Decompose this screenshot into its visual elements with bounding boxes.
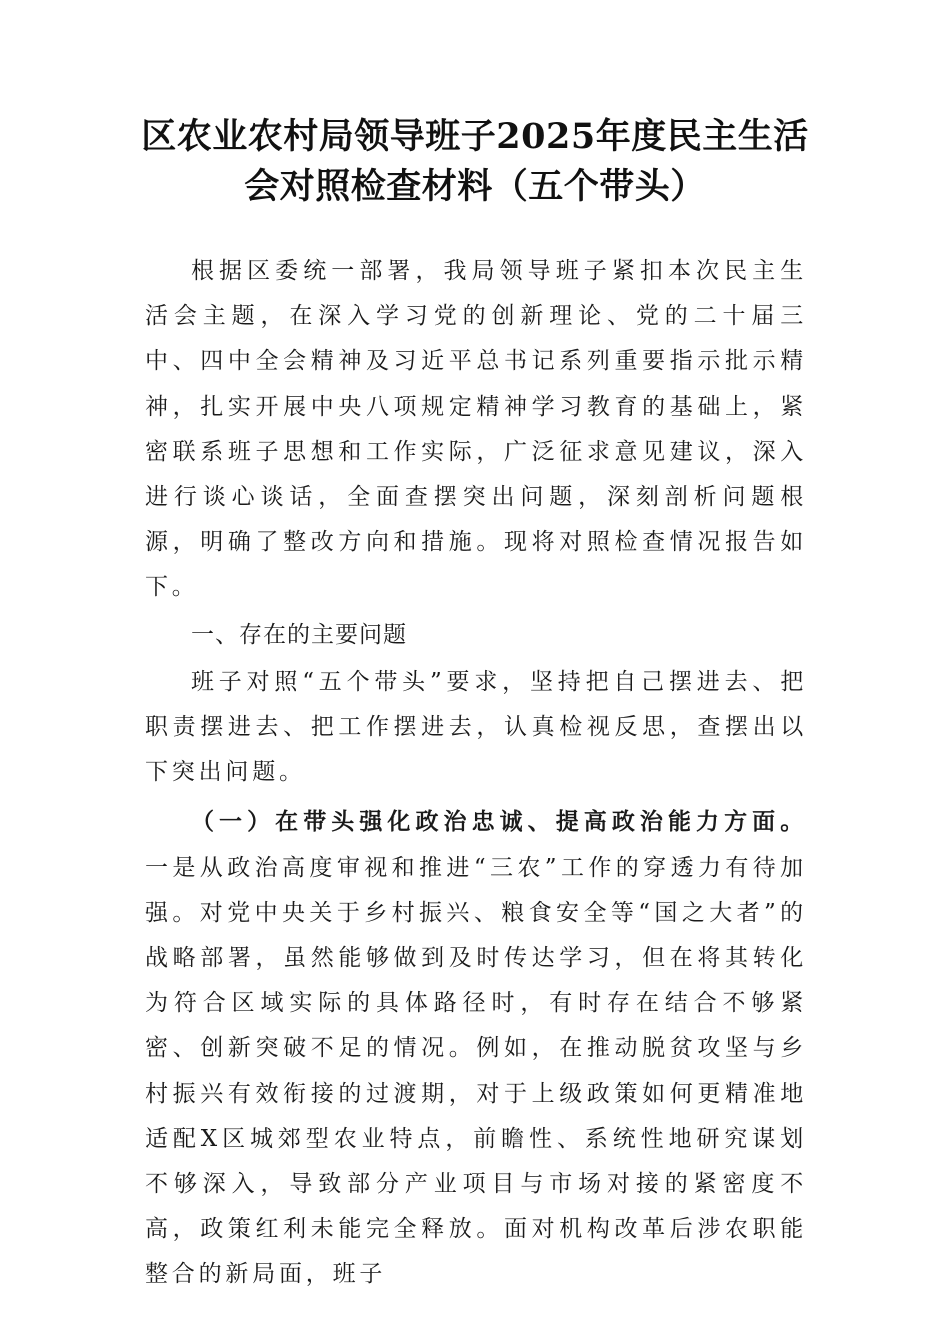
- document-body: [145, 249, 807, 1298]
- subsection-body-1: 一是从政治高度审视和推进“三农”工作的穿透力有待加强。对党中央关于乡村振兴、粮食安全等“国之大者”的战略部署，虽然能够做到及时传达学习，但在将其转化为符合区域实际的具体路径时，有时存在结合不够紧密、创新突破不足的情况。例如，在推动脱贫攻坚与乡村振兴有效衔接的过渡期，对于上级政策如何更精准地适配X区城郊型农业特点，前瞻性、系统性地研究谋划不够深入，导致部分产业项目与市场对接的紧密度不高，政策红利未能完全释放。面对机构改革后涉农职能整合的新局面，班子: [145, 854, 807, 1288]
- subsection-paragraph-1: [145, 799, 807, 1297]
- title-line-1: 区农业农村局领导班子2025年度民主生活: [141, 116, 809, 157]
- title-line-2: 会对照检查材料（五个带头）: [244, 166, 706, 207]
- subsection-heading-1: （一）在带头强化政治忠诚、提高政治能力方面。: [191, 808, 807, 836]
- document-title: [120, 112, 830, 212]
- section-heading-1: 一、存在的主要问题: [191, 621, 407, 648]
- intro-paragraph: 根据区委统一部署，我局领导班子紧扣本次民主生活会主题，在深入学习党的创新理论、党的二十届三中、四中全会精神及习近平总书记系列重要指示批示精神，扎实开展中央八项规定精神学习教育的基础上，紧密联系班子思想和工作实际，广泛征求意见建议，深入进行谈心谈话，全面查摆突出问题，深刻剖析问题根源，明确了整改方向和措施。现将对照检查情况报告如下。: [145, 258, 807, 601]
- section-intro-paragraph: 班子对照“五个带头”要求，坚持把自己摆进去、把职责摆进去、把工作摆进去，认真检视反思，查摆出以下突出问题。: [145, 668, 807, 786]
